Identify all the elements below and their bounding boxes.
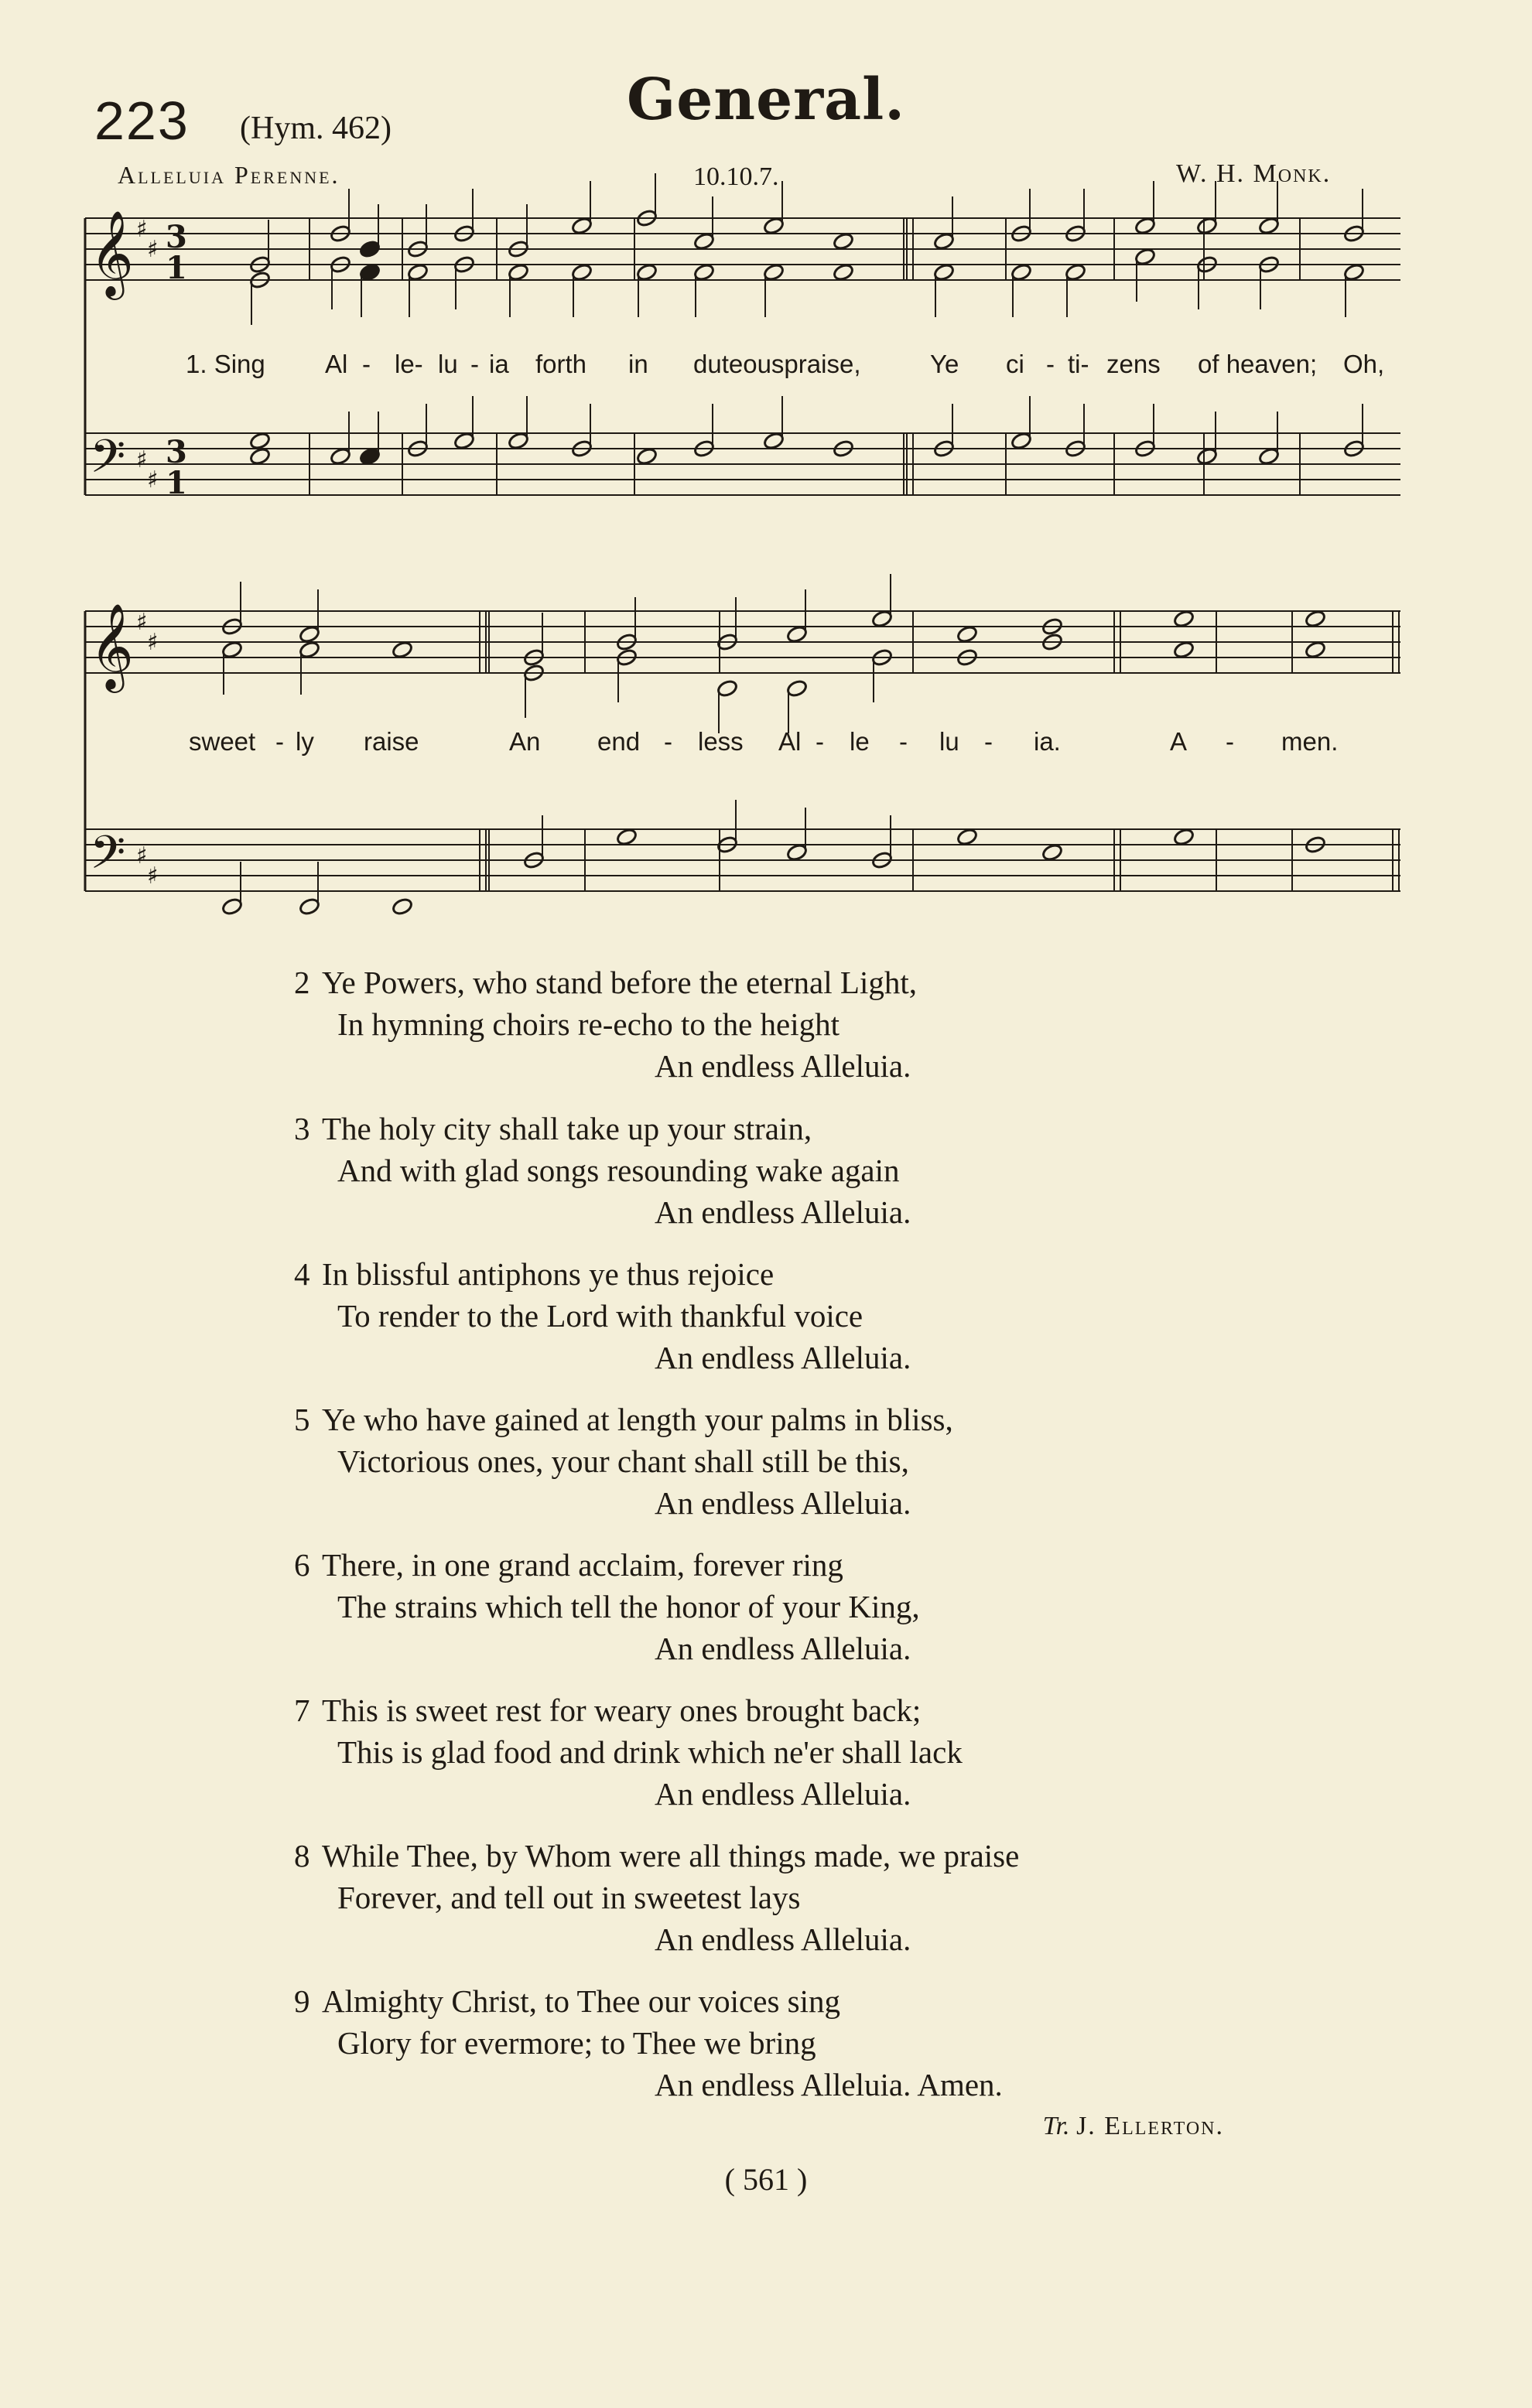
note-head	[1343, 263, 1366, 282]
lyric-syllable: in	[628, 350, 648, 378]
verse-number: 7	[294, 1692, 310, 1728]
lyric-syllable: -	[1046, 350, 1055, 378]
note-head	[1173, 610, 1195, 629]
sharp-icon: ♯	[136, 609, 148, 636]
section-title: General.	[627, 67, 905, 133]
verse-line: Ye who have gained at length your palms in bliss,	[322, 1402, 953, 1437]
lyric-syllable: Oh,	[1343, 350, 1385, 378]
note-head	[359, 263, 381, 282]
note-head	[392, 640, 414, 660]
verse-refrain: An endless Alleluia.	[655, 1776, 911, 1812]
lyric-syllable: -	[275, 727, 284, 756]
hymn-number: 223	[94, 91, 190, 151]
bass-clef-icon: 𝄢	[90, 825, 126, 890]
note-head	[299, 640, 321, 660]
note-head	[871, 610, 894, 629]
verse-line: In hymning choirs re-echo to the height	[337, 1006, 840, 1042]
verse-5	[294, 1399, 953, 1524]
lyric-syllable: ly	[296, 727, 314, 756]
note-head	[1258, 447, 1281, 466]
music-score	[0, 0, 1532, 951]
note-head	[956, 828, 979, 847]
note-head	[392, 897, 414, 917]
lyric-syllable: -	[816, 727, 824, 756]
note-head	[221, 640, 244, 660]
note-head	[1011, 263, 1033, 282]
sharp-icon: ♯	[136, 446, 148, 473]
verse-refrain: An endless Alleluia.	[655, 1194, 911, 1230]
page-number: ( 561 )	[724, 2162, 808, 2197]
lyric-syllable: less	[698, 727, 744, 756]
composer: W. H. Monk.	[1176, 159, 1332, 188]
note-head	[1011, 432, 1033, 451]
lyric-syllable: -	[899, 727, 908, 756]
note-head	[508, 432, 530, 451]
lyric-syllable: -	[664, 727, 672, 756]
translator-prefix: Tr.	[1042, 2112, 1070, 2140]
treble-clef-icon: 𝄞	[90, 210, 134, 296]
lyric-syllable: An	[509, 727, 541, 756]
note-head	[453, 432, 476, 451]
note-head	[833, 232, 855, 251]
tune-name: Alleluia Perenne.	[118, 161, 340, 189]
verse-line: To render to the Lord with thankful voice	[337, 1298, 863, 1334]
lyric-syllable: ci	[1006, 350, 1024, 378]
note-head	[1173, 640, 1195, 660]
verse-number: 6	[294, 1547, 310, 1583]
note-head	[1258, 217, 1281, 236]
note-head	[571, 217, 593, 236]
lyric-syllable: -	[362, 350, 371, 378]
verse-2	[294, 961, 917, 1087]
verse-number: 9	[294, 1983, 310, 2019]
verse-line: The holy city shall take up your strain,	[322, 1111, 812, 1146]
note-head	[1173, 828, 1195, 847]
note-head	[786, 679, 809, 698]
lyric-syllable: of heaven;	[1198, 350, 1318, 378]
note-head	[330, 447, 352, 466]
note-head	[1305, 610, 1327, 629]
lyric-syllable: ia.	[1034, 727, 1061, 756]
note-head	[1041, 843, 1064, 862]
lyric-syllable: raise	[364, 727, 419, 756]
sharp-icon: ♯	[147, 862, 159, 890]
lyric-syllable: zens	[1106, 350, 1161, 378]
note-head	[1134, 248, 1157, 267]
note-head	[693, 263, 716, 282]
verse-number: 5	[294, 1402, 310, 1437]
lyric-syllable: 1. Sing	[186, 350, 265, 378]
lyric-syllable: men.	[1281, 727, 1339, 756]
note-head	[359, 240, 381, 259]
note-head	[1196, 447, 1219, 466]
time-signature: 1	[166, 250, 187, 286]
verse-refrain: An endless Alleluia.	[655, 1485, 911, 1521]
sharp-icon: ♯	[136, 842, 148, 869]
verse-refrain: An endless Alleluia. Amen.	[655, 2067, 1003, 2102]
lyric-syllable: ti-	[1068, 350, 1089, 378]
note-head	[359, 447, 381, 466]
verse-line: Almighty Christ, to Thee our voices sing	[322, 1983, 840, 2019]
note-head	[508, 263, 530, 282]
verse-6	[294, 1544, 920, 1669]
verse-9	[294, 1980, 1003, 2106]
lyric-syllable: -	[1226, 727, 1234, 756]
note-head	[1305, 640, 1327, 660]
lyric-syllable: A	[1170, 727, 1188, 756]
verse-line: There, in one grand acclaim, forever ring	[322, 1547, 843, 1583]
hymnal-reference: (Hym. 462)	[240, 111, 392, 146]
verse-3	[294, 1108, 911, 1233]
note-head	[636, 263, 658, 282]
verse-number: 2	[294, 965, 310, 1000]
note-head	[716, 679, 739, 698]
note-head	[299, 625, 321, 644]
note-head	[786, 625, 809, 644]
bass-clef-icon: 𝄢	[90, 429, 126, 494]
time-signature: 1	[166, 465, 187, 501]
lyric-syllable: sweet	[189, 727, 256, 756]
note-head	[763, 263, 785, 282]
lyric-syllable: -	[984, 727, 993, 756]
verse-line: Forever, and tell out in sweetest lays	[337, 1880, 801, 1915]
verse-7	[294, 1689, 963, 1815]
note-head	[956, 625, 979, 644]
verse-line: And with glad songs resounding wake again	[337, 1153, 900, 1188]
note-head	[221, 897, 244, 917]
note-head	[933, 263, 956, 282]
lyric-syllable: Ye	[930, 350, 959, 378]
verse-refrain: An endless Alleluia.	[655, 1048, 911, 1084]
note-head	[571, 263, 593, 282]
sharp-icon: ♯	[136, 216, 148, 243]
verse-8	[294, 1835, 1019, 1960]
treble-clef-icon: 𝄞	[90, 603, 134, 689]
verse-number: 8	[294, 1838, 310, 1873]
verse-line: In blissful antiphons ye thus rejoice	[322, 1256, 775, 1292]
verse-refrain: An endless Alleluia.	[655, 1631, 911, 1666]
lyric-syllable: end	[597, 727, 641, 756]
note-head	[833, 263, 855, 282]
lyric-syllable: lu	[438, 350, 458, 378]
note-head	[249, 432, 272, 451]
note-head	[1134, 217, 1157, 236]
lyric-syllable: -	[470, 350, 479, 378]
verse-line: Ye Powers, who stand before the eternal Light,	[322, 965, 917, 1000]
note-head	[616, 828, 638, 847]
note-head	[693, 232, 716, 251]
verse-line: This is sweet rest for weary ones brought back;	[322, 1692, 922, 1728]
time-signature: 3	[166, 219, 187, 255]
verse-4	[294, 1253, 911, 1378]
verse-line: Glory for evermore; to Thee we bring	[337, 2025, 816, 2061]
verse-line: Victorious ones, your chant shall still be this,	[337, 1443, 909, 1479]
note-head	[299, 897, 321, 917]
verse-number: 3	[294, 1111, 310, 1146]
note-head	[407, 263, 429, 282]
note-head	[636, 447, 658, 466]
note-head	[249, 447, 272, 466]
note-head	[763, 217, 785, 236]
lyric-syllable: duteouspraise,	[693, 350, 861, 378]
note-head	[786, 843, 809, 862]
note-head	[1065, 263, 1087, 282]
verse-line: While Thee, by Whom were all things made, we praise	[322, 1838, 1020, 1873]
sharp-icon: ♯	[147, 466, 159, 494]
note-head	[763, 432, 785, 451]
lyric-syllable: Al	[325, 350, 348, 378]
meter: 10.10.7.	[693, 162, 779, 191]
verse-refrain: An endless Alleluia.	[655, 1921, 911, 1957]
verse-line: The strains which tell the honor of your King,	[337, 1589, 920, 1624]
lyric-syllable: ia	[489, 350, 509, 378]
lyric-syllable: Al	[778, 727, 802, 756]
lyric-syllable: lu	[939, 727, 959, 756]
note-head	[933, 232, 956, 251]
time-signature: 3	[166, 434, 187, 470]
note-head	[1196, 217, 1219, 236]
lyric-syllable: le-	[395, 350, 423, 378]
verse-refrain: An endless Alleluia.	[655, 1340, 911, 1375]
translator-credit	[1043, 2112, 1224, 2141]
lyric-syllable: le	[850, 727, 870, 756]
verse-number: 4	[294, 1256, 310, 1292]
verse-line: This is glad food and drink which ne'er shall lack	[337, 1734, 963, 1770]
lyric-syllable: forth	[535, 350, 587, 378]
sharp-icon: ♯	[147, 236, 159, 263]
translator-name: J. Ellerton.	[1076, 2112, 1224, 2140]
sharp-icon: ♯	[147, 629, 159, 656]
